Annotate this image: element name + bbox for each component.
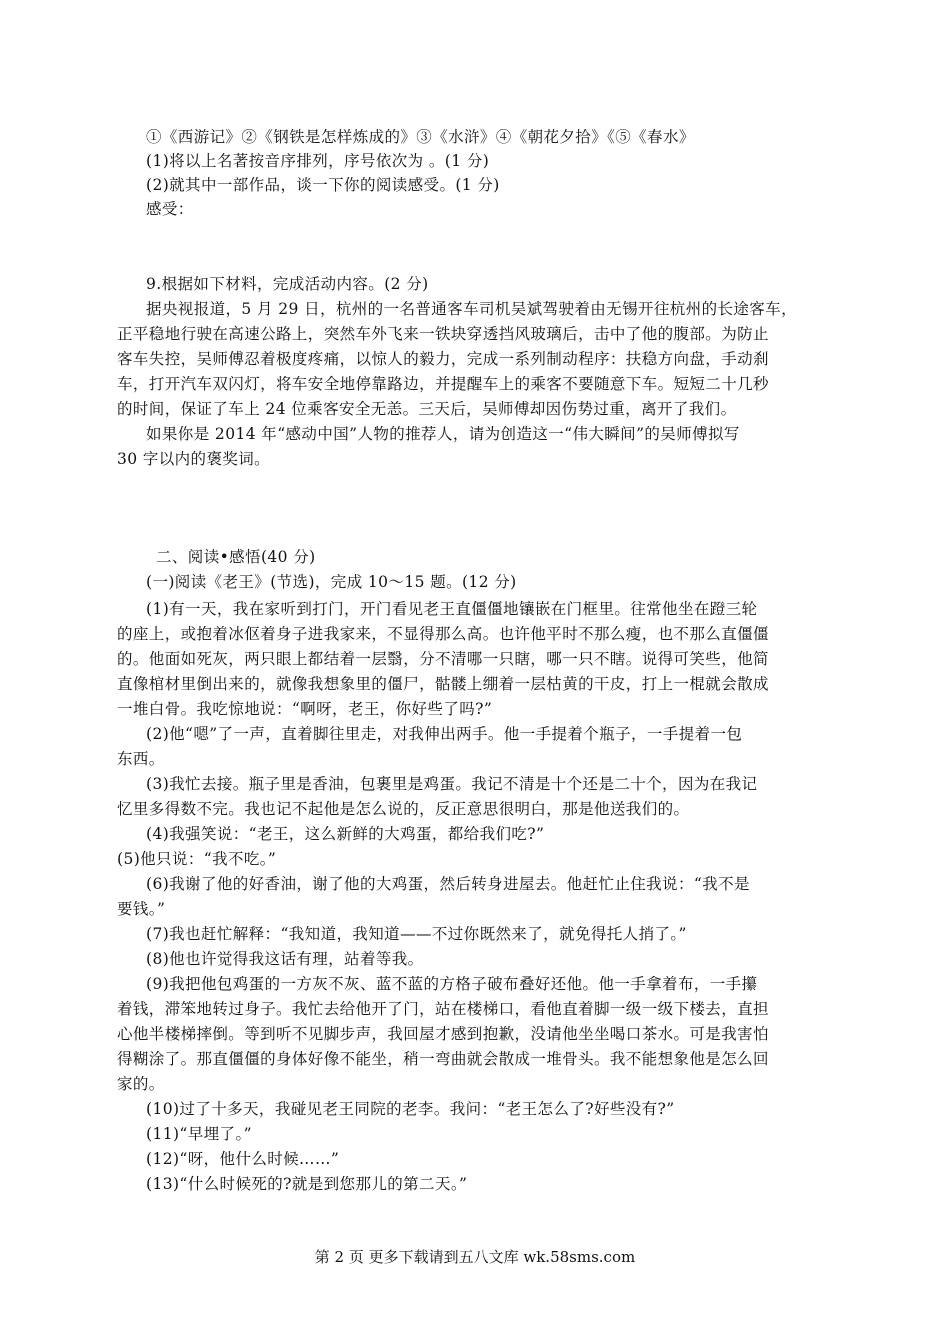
passage-line: (5)他只说：“我不吃。”: [117, 850, 277, 868]
passage-line: 东西。: [117, 750, 165, 768]
passage-line: (8)他也许觉得我这话有理，站着等我。: [146, 950, 424, 968]
passage-line: 的。他面如死灰，两只眼上都结着一层翳，分不清哪一只瞎，哪一只不瞎。说得可笑些，他简: [117, 650, 769, 668]
passage-line: 心他半楼梯摔倒。等到听不见脚步声，我回屋才感到抱歉，没请他坐坐喝口茶水。可是我害怕: [117, 1025, 769, 1043]
q9-line: 30 字以内的褒奖词。: [117, 450, 271, 468]
q9-line: 的时间，保证了车上 24 位乘客安全无恙。三天后，吴师傅却因伤势过重，离开了我们。: [117, 400, 737, 418]
passage-line: 家的。: [117, 1075, 165, 1093]
passage-line: (4)我强笑说：“老王，这么新鲜的大鸡蛋，都给我们吃?”: [146, 825, 545, 843]
q9-line: 据央视报道，5 月 29 日，杭州的一名普通客车司机吴斌驾驶着由无锡开往杭州的长途客车，: [146, 300, 797, 318]
question-9-title: 9.根据如下材料，完成活动内容。(2 分): [146, 275, 429, 293]
passage-line: (13)“什么时候死的?就是到您那儿的第二天。”: [146, 1175, 468, 1193]
passage-line: (12)“呀，他什么时候……”: [146, 1150, 340, 1168]
passage-line: (9)我把他包鸡蛋的一方灰不灰、蓝不蓝的方格子破布叠好还他。他一手拿着布，一手攥: [146, 975, 758, 993]
passage-line: 要钱。”: [117, 900, 166, 918]
section-2-subtitle: (一)阅读《老王》(节选)，完成 10～15 题。(12 分): [146, 573, 517, 591]
passage-line: 得糊涂了。那直僵僵的身体好像不能坐，稍一弯曲就会散成一堆骨头。我不能想象他是怎么回: [117, 1050, 769, 1068]
q9-line: 车，打开汽车双闪灯，将车安全地停靠路边，并提醒车上的乘客不要随意下车。短短二十几秒: [117, 375, 769, 393]
passage-line: 一堆白骨。我吃惊地说：“啊呀，老王，你好些了吗?”: [117, 700, 493, 718]
passage-line: (3)我忙去接。瓶子里是香油，包裹里是鸡蛋。我记不清是十个还是二十个，因为在我记: [146, 775, 758, 793]
book-list: ①《西游记》②《钢铁是怎样炼成的》③《水浒》④《朝花夕拾》《⑤《春水》: [146, 128, 695, 146]
question-8-1: (1)将以上名著按音序排列，序号依次为 。(1 分): [146, 152, 490, 170]
passage-line: (6)我谢了他的好香油，谢了他的大鸡蛋，然后转身进屋去。他赶忙止住我说：“我不是: [146, 875, 750, 893]
passage-line: (2)他“嗯”了一声，直着脚往里走，对我伸出两手。他一手提着个瓶子，一手提着一包: [146, 725, 743, 743]
q9-line: 客车失控，吴师傅忍着极度疼痛，以惊人的毅力，完成一系列制动程序：扶稳方向盘，手动刹: [117, 350, 769, 368]
passage-line: (10)过了十多天，我碰见老王同院的老李。我问：“老王怎么了?好些没有?”: [146, 1100, 675, 1118]
passage-line: (1)有一天，我在家听到打门，开门看见老王直僵僵地镶嵌在门框里。往常他坐在蹬三轮: [146, 600, 758, 618]
passage-line: 忆里多得数不完。我也记不起他是怎么说的，反正意思很明白，那是他送我们的。: [117, 800, 690, 818]
passage-line: 着钱，滞笨地转过身子。我忙去给他开了门，站在楼梯口，看他直着脚一级一级下楼去，直担: [117, 1000, 769, 1018]
passage-line: 的座上，或抱着冰伛着身子进我家来，不显得那么高。也许他平时不那么瘦，也不那么直僵僵: [117, 625, 769, 643]
page-footer: 第 2 页 更多下载请到五八文库 wk.58sms.com: [314, 1248, 636, 1266]
passage-line: (11)“早埋了。”: [146, 1125, 252, 1143]
passage-line: 直像棺材里倒出来的，就像我想象里的僵尸，骷髅上绷着一层枯黄的干皮，打上一棍就会散成: [117, 675, 769, 693]
q9-line: 正平稳地行驶在高速公路上，突然车外飞来一铁块穿透挡风玻璃后，击中了他的腹部。为防止: [117, 325, 769, 343]
question-8-2: (2)就其中一部作品，谈一下你的阅读感受。(1 分): [146, 176, 500, 194]
feel-label: 感受：: [146, 200, 194, 218]
section-2-title: 二、阅读•感悟(40 分): [156, 548, 316, 566]
q9-line: 如果你是 2014 年“感动中国”人物的推荐人，请为创造这一“伟大瞬间”的吴师傅拟写: [146, 425, 740, 443]
passage-line: (7)我也赶忙解释：“我知道，我知道——不过你既然来了，就免得托人捎了。”: [146, 925, 687, 943]
